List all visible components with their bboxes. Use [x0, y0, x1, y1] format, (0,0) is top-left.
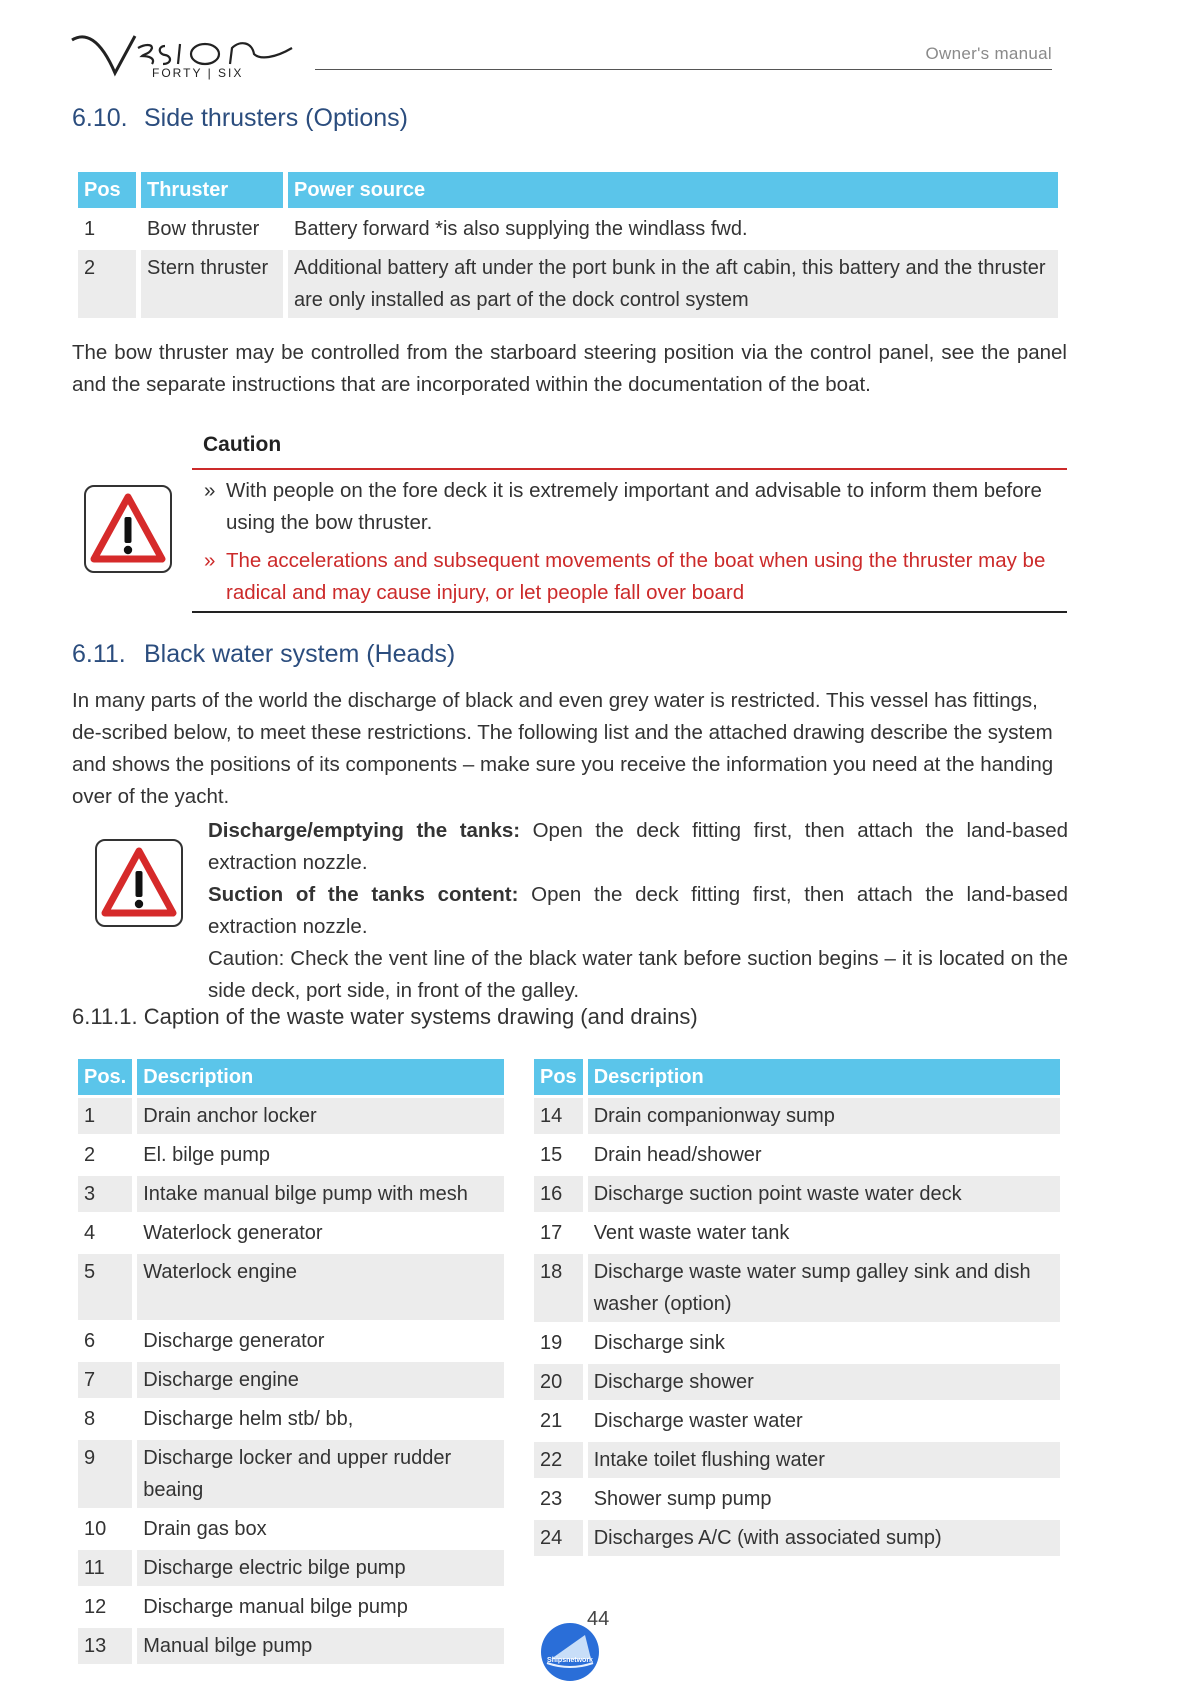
suction-instruction	[208, 879, 1068, 943]
cell-pos: 20	[534, 1364, 583, 1400]
table-header-row	[534, 1059, 1060, 1095]
cell-pos: 18	[534, 1254, 583, 1322]
subsection-heading-6-11-1: 6.11.1. Caption of the waste water systems drawing (and drains)	[72, 1004, 698, 1029]
table-row	[534, 1442, 1060, 1478]
cell-description: Drain companionway sump	[588, 1098, 1060, 1134]
cell-pos: 2	[78, 250, 136, 318]
header-divider	[315, 69, 1052, 70]
section-heading-6-11	[72, 640, 455, 669]
cell-description: Drain anchor locker	[137, 1098, 504, 1134]
logo-subtitle: FORTY | SIX	[152, 66, 244, 80]
waste-table-left	[73, 1056, 509, 1667]
cell-description: Intake manual bilge pump with mesh	[137, 1176, 504, 1212]
table-row	[534, 1215, 1060, 1251]
table-row	[534, 1254, 1060, 1322]
table-row	[78, 1628, 504, 1664]
cell-pos: 3	[78, 1176, 132, 1212]
table-row	[78, 1362, 504, 1398]
table-row	[534, 1098, 1060, 1134]
col-header-thruster: Thruster	[141, 172, 283, 208]
section-title: Side thrusters (Options)	[144, 104, 408, 132]
col-header-pos: Pos	[534, 1059, 583, 1095]
cell-description: Manual bilge pump	[137, 1628, 504, 1664]
table-row	[78, 1550, 504, 1586]
cell-description: Drain gas box	[143, 1518, 267, 1540]
page-number: 44	[587, 1608, 610, 1630]
cell-pos: 23	[540, 1488, 563, 1510]
caution-bottom-rule	[192, 611, 1067, 613]
vent-caution-text: Caution: Check the vent line of the black water tank before suction begins – it is located on the side deck, port side, in front of the galley.	[208, 947, 1068, 1002]
table-row	[534, 1325, 1060, 1361]
cell-pos: 11	[78, 1550, 132, 1586]
suction-label: Suction of the tanks content:	[208, 883, 519, 906]
cell-pos: 16	[534, 1176, 583, 1212]
cell-description: Waterlock engine	[137, 1254, 504, 1320]
col-header-description: Description	[588, 1059, 1060, 1095]
cell-thruster: Stern thruster	[141, 250, 283, 318]
cell-pos: 14	[534, 1098, 583, 1134]
thruster-paragraph: The bow thruster may be controlled from the starboard steering position via the control panel, see the panel and the separate instructions that are incorporated within the documentation of the boat.	[72, 341, 1067, 396]
cell-description: Intake toilet flushing water	[588, 1442, 1060, 1478]
table-row	[78, 1440, 504, 1508]
cell-pos: 1	[84, 218, 96, 240]
cell-pos: 22	[534, 1442, 583, 1478]
cell-description: Discharge waster water	[593, 1410, 803, 1432]
cell-description: Discharge helm stb/ bb,	[143, 1408, 354, 1430]
caution-list	[204, 475, 1059, 609]
table-header-row	[78, 1059, 504, 1095]
cell-description: Discharge waste water sump galley sink and dish washer (option)	[588, 1254, 1060, 1322]
col-header-description: Description	[137, 1059, 504, 1095]
warning-triangle-icon	[86, 487, 170, 571]
table-row	[78, 1137, 504, 1173]
cell-description: Discharge suction point waste water deck	[588, 1176, 1060, 1212]
table-row	[78, 1511, 504, 1547]
cell-pos: 8	[84, 1408, 96, 1430]
section-title: Black water system (Heads)	[144, 640, 456, 668]
header-label: Owner's manual	[925, 44, 1052, 63]
cell-pos: 5	[78, 1254, 132, 1320]
cell-description: Discharge locker and upper rudder beaing	[137, 1440, 504, 1508]
tank-instructions	[208, 815, 1068, 1007]
caution-item	[204, 545, 1059, 609]
col-header-power-source: Power source	[288, 172, 1058, 208]
cell-description: Vent waste water tank	[593, 1222, 790, 1244]
table-row	[78, 1254, 504, 1320]
thruster-table	[73, 169, 1063, 321]
cell-description: Drain head/shower	[593, 1144, 762, 1166]
cell-pos: 10	[84, 1518, 107, 1540]
caution-item-text: With people on the fore deck it is extremely important and advisable to inform them before using the bow thruster.	[226, 479, 1042, 534]
table-row	[534, 1176, 1060, 1212]
cell-pos: 1	[78, 1098, 132, 1134]
table-row	[534, 1137, 1060, 1173]
cell-pos: 19	[540, 1332, 563, 1354]
cell-description: Shower sump pump	[593, 1488, 772, 1510]
cell-pos: 9	[78, 1440, 132, 1508]
cell-pos: 15	[540, 1144, 563, 1166]
cell-thruster: Bow thruster	[147, 218, 260, 240]
table-row	[534, 1364, 1060, 1400]
discharge-label: Discharge/emptying the tanks:	[208, 819, 521, 842]
section-number: 6.10.	[72, 104, 128, 132]
shipsnetwork-badge[interactable]	[541, 1623, 599, 1681]
cell-description: Discharge engine	[137, 1362, 504, 1398]
table-header-row	[78, 172, 1058, 208]
cell-pos: 4	[84, 1222, 96, 1244]
vision-logo	[70, 28, 315, 88]
discharge-instruction	[208, 815, 1068, 879]
table-row	[78, 1176, 504, 1212]
table-row	[534, 1520, 1060, 1556]
table-row	[78, 1589, 504, 1625]
cell-power-source: Battery forward *is also supplying the windlass fwd.	[294, 218, 748, 240]
warning-icon	[84, 485, 172, 573]
badge-text: Shipsnetwork	[547, 1657, 593, 1664]
table-row	[78, 1215, 504, 1251]
cell-pos: 12	[84, 1596, 107, 1618]
col-header-pos: Pos	[78, 172, 136, 208]
caution-top-rule	[192, 468, 1067, 470]
waste-table-right	[529, 1056, 1065, 1559]
cell-description: Discharge electric bilge pump	[137, 1550, 504, 1586]
bullet-mark: »	[204, 549, 216, 572]
suction-text: Open the deck fitting first, then attach the land-based extraction nozzle.	[208, 883, 1068, 938]
cell-description: Discharge shower	[588, 1364, 1060, 1400]
cell-pos: 24	[534, 1520, 583, 1556]
warning-triangle-icon	[97, 841, 181, 925]
bullet-mark: »	[204, 479, 216, 502]
cell-pos: 21	[540, 1410, 563, 1432]
col-header-pos: Pos.	[78, 1059, 132, 1095]
cell-description: Discharges A/C (with associated sump)	[588, 1520, 1060, 1556]
cell-description: Discharge manual bilge pump	[143, 1596, 408, 1618]
caution-item	[204, 475, 1059, 539]
sail-icon	[541, 1623, 599, 1681]
table-row	[534, 1481, 1060, 1517]
table-row	[78, 1323, 504, 1359]
cell-description: Discharge sink	[593, 1332, 725, 1354]
caution-title: Caution	[203, 433, 282, 456]
cell-description: El. bilge pump	[143, 1144, 270, 1166]
cell-description: Discharge generator	[143, 1330, 325, 1352]
table-row	[78, 250, 1058, 318]
section-number: 6.11.	[72, 640, 126, 668]
warning-icon	[95, 839, 183, 927]
cell-pos: 2	[84, 1144, 96, 1166]
table-row	[534, 1403, 1060, 1439]
cell-description: Waterlock generator	[143, 1222, 323, 1244]
section-heading-6-10	[72, 104, 408, 133]
cell-pos: 7	[78, 1362, 132, 1398]
cell-pos: 6	[84, 1330, 96, 1352]
black-water-paragraph: In many parts of the world the discharge of black and even grey water is restricted. This vessel has fittings, de-scribed below, to meet these restrictions. The following list and the attached drawing describe the system and shows the positions of its components – make sure you receive the information you need at the handing over of the yacht.	[72, 689, 1054, 808]
table-row	[78, 211, 1058, 247]
discharge-text: Open the deck fitting first, then attach the land-based extraction nozzle.	[208, 819, 1068, 874]
cell-pos: 13	[78, 1628, 132, 1664]
table-row	[78, 1401, 504, 1437]
caution-item-text: The accelerations and subsequent movements of the boat when using the thruster may be radical and may cause injury, or let people fall over board	[226, 549, 1046, 604]
table-row	[78, 1098, 504, 1134]
cell-power-source: Additional battery aft under the port bunk in the aft cabin, this battery and the thruster are only installed as part of the dock control system	[288, 250, 1058, 318]
cell-pos: 17	[540, 1222, 563, 1244]
